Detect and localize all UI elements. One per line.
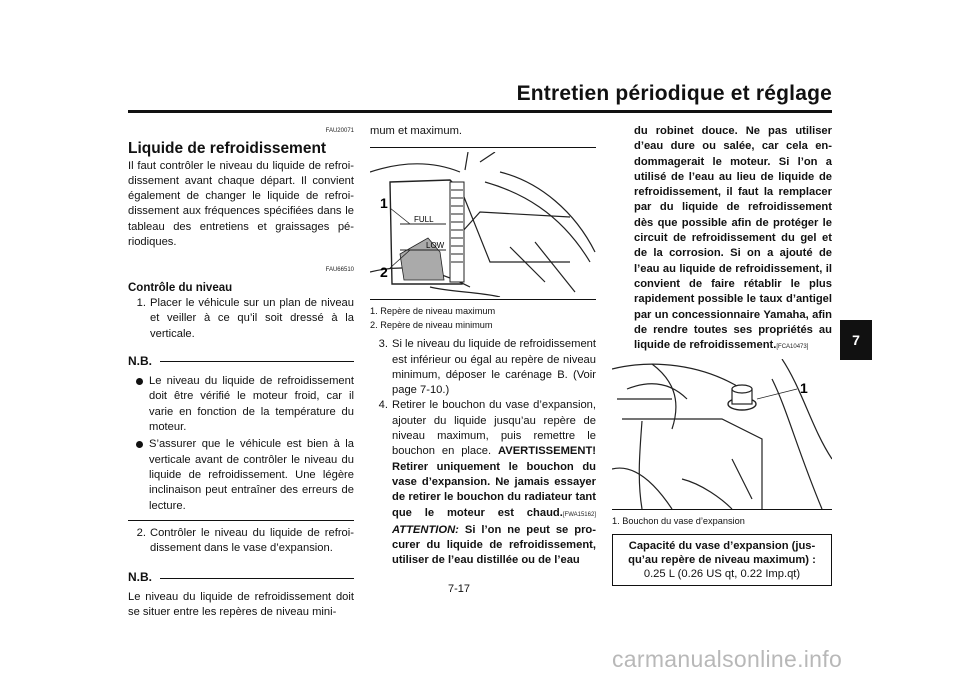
continued-text: mum et maximum.: [370, 125, 462, 137]
figure-bottom-rule: [612, 509, 832, 510]
capacity-box: [612, 534, 832, 586]
attention-continued: [612, 124, 832, 355]
nb-text: Le niveau du liquide de refroidissement doit se situer entre les repères de niveau mini-: [128, 590, 354, 619]
right-column: [612, 124, 832, 586]
callout-1: 1: [800, 380, 808, 397]
figure-caption: 1. Bouchon du vase d’expansion: [612, 516, 745, 527]
figure-bottom-rule: [370, 299, 596, 300]
full-mark-label: FULL: [414, 215, 434, 225]
step-number: 2.: [136, 526, 146, 539]
bullet-dot: [136, 378, 143, 385]
attention-label: ATTENTION:: [392, 523, 459, 536]
coolant-level-figure: [370, 152, 596, 297]
figure-top-rule: [370, 147, 596, 148]
capacity-title: Capacité du vase d’expansion (jusqu’au repère de niveau maximum) :: [628, 540, 816, 567]
step-text: Placer le véhicule sur un plan de niveau et veiller à ce qu’il soit dressé à la verticale.: [150, 296, 354, 340]
header-rule: [128, 110, 832, 113]
step-2: [128, 526, 354, 557]
step-text: Si le niveau du liquide de refroidissement est inférieur ou égal au repère de niveau minimum, déposer le carénage B. (Voir page 7-10.): [392, 338, 596, 397]
nb-label: N.B.: [128, 570, 152, 585]
step-3: [370, 337, 596, 398]
nb-bullet-1: [128, 374, 354, 435]
section-code: FAU20071: [325, 128, 354, 134]
page-header-title: Entretien périodique et réglage: [516, 82, 832, 105]
capacity-value: 0.25 L (0.26 US qt, 0.22 Imp.qt): [643, 568, 801, 581]
nb-end-rule: [128, 520, 354, 521]
nb-rule: [160, 578, 354, 579]
subsection-code: FAU66510: [325, 267, 354, 274]
nb-heading: [128, 354, 354, 369]
left-column: [128, 124, 354, 620]
nb-heading-2: [128, 570, 354, 585]
attention-text: Si l’on ne peut se procurer du liquide de refroidissement, utiliser de l’eau distillée ou de l’eau: [392, 523, 596, 567]
middle-column: [370, 124, 596, 569]
expansion-tank-figure: [612, 359, 832, 509]
subsection-title: Contrôle du niveau: [128, 281, 233, 294]
callout-2: 2: [380, 264, 388, 281]
bullet-text: S’assurer que le véhicule est bien à la verticale avant de contrôler le niveau du liquide de refroidissement. Une légère inclinaison peut entraîner des erreurs de lecture.: [149, 438, 354, 512]
step-text: [392, 398, 596, 568]
step-text: Contrôler le niveau du liquide de refroidissement dans le vase d’expansion.: [150, 526, 354, 555]
nb-label: N.B.: [128, 353, 152, 368]
step-number: 4.: [378, 399, 388, 412]
nb-bullet-2: [128, 437, 354, 513]
attention-code: [FCA10473]: [776, 344, 809, 351]
step-4: [370, 398, 596, 568]
section-title: Liquide de refroidissement: [128, 140, 327, 158]
nb-rule: [160, 361, 354, 362]
low-mark-label: LOW: [426, 241, 445, 251]
step-number: 1.: [136, 296, 146, 309]
bullet-dot: [136, 441, 143, 448]
page-number: 7-17: [448, 583, 471, 595]
figure-caption-2: 2. Repère de niveau minimum: [370, 320, 493, 331]
attention-continued-text: du robinet douce. Ne pas utiliser d’eau dure ou salée, car cela endommagerait le moteur. Si l’on a utilisé de l’eau au lieu de liquide de refroidissement, il faut la remplacer par du liquide de refroidissement dès que possible afin de protéger le circuit de refroidissement du gel et de la corrosion. Si on a ajouté de l’eau au liquide de refroidissement, il convient de faire rétablir le plus rapidement possible le taux d’antigel par un concessionnaire Yamaha, afin de rendre toutes ses propriétés au liquide de refroidissement.: [634, 125, 832, 352]
bullet-text: Le niveau du liquide de refroidissement doit être vérifié le moteur froid, car il varie en fonction de la température du moteur.: [149, 375, 354, 434]
intro-paragraph: Il faut contrôler le niveau du liquide de refroidissement avant chaque départ. Il convient également de changer le liquide de refroidissement aux fréquences spécifiées dans le tableau des entretiens et graissages périodiques.: [128, 159, 354, 249]
warning-text: AVERTISSEMENT! Retirer uniquement le bouchon du vase d’expansion. Ne jamais essayer de retirer le bouchon du radiateur tant que le moteur est chaud.: [392, 445, 596, 519]
step-number: 3.: [378, 338, 388, 351]
warning-code: [FWA15162]: [562, 511, 596, 518]
chapter-tab[interactable]: 7: [840, 320, 872, 360]
callout-1: 1: [380, 195, 388, 212]
watermark: carmanualsonline.info: [612, 646, 843, 672]
figure-caption-1: 1. Repère de niveau maximum: [370, 306, 496, 317]
step-4-text: Retirer le bouchon du vase d’expansion, ajouter du liquide jusqu’au repère de niveau maximum, puis remettre le bouchon en place.: [392, 399, 596, 458]
step-1: [128, 296, 354, 342]
